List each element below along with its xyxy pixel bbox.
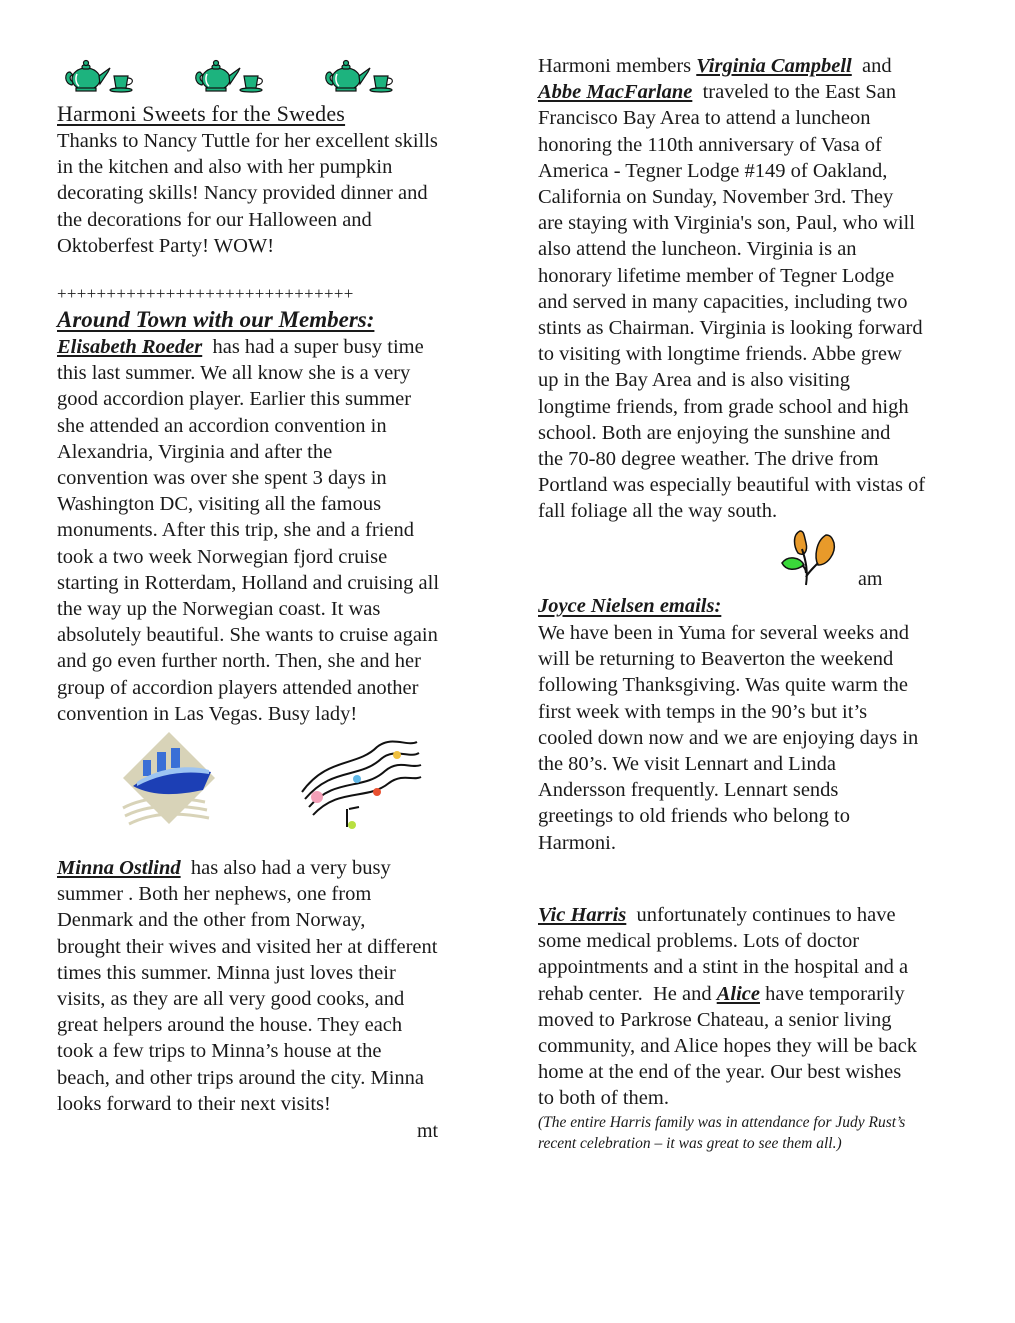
member-name-minna: Minna Ostlind	[57, 857, 181, 879]
text-fragment: and	[851, 55, 892, 77]
note-line: recent celebration – it was great to see them all.)	[538, 1134, 842, 1152]
text-fragment: has had a super busy time	[202, 336, 424, 358]
teapot-cup-icon	[324, 54, 404, 94]
text-line: home at the end of the year. Our best wishes	[538, 1061, 902, 1084]
music-notes-icon	[297, 737, 422, 832]
text-fragment: unfortunately continues to have	[626, 904, 896, 926]
text-line: following Thanksgiving. Was quite warm the	[538, 674, 908, 697]
member-name-abbe: Abbe MacFarlane	[538, 81, 693, 104]
text-line: the 80’s. We visit Lennart and Linda	[538, 753, 837, 776]
text-fragment: rehab center. He and	[538, 982, 717, 1005]
text-line	[538, 79, 925, 105]
text-line: brought their wives and visited her at different	[57, 935, 438, 958]
text-line: Denmark and the other from Norway,	[57, 909, 366, 932]
vic-section	[538, 902, 917, 1154]
text-line: to both of them.	[538, 1087, 669, 1110]
sweets-heading: Harmoni Sweets for the Swedes	[57, 101, 346, 126]
text-line: good accordion player. Earlier this summer	[57, 388, 412, 411]
text-line: to visiting with longtime friends. Abbe grew	[538, 343, 902, 366]
text-line: honoring the 110th anniversary of Vasa of	[538, 133, 882, 156]
text-line: America - Tegner Lodge #149 of Oakland,	[538, 159, 888, 182]
text-line: appointments and a stint in the hospital and a	[538, 956, 909, 979]
text-line: school. Both are enjoying the sunshine and	[538, 421, 891, 444]
text-line: greetings to old friends who belong to	[538, 805, 851, 828]
text-line: fall foliage all the way south.	[538, 500, 778, 523]
text-line	[538, 981, 917, 1007]
text-line: decorating skills! Nancy provided dinner and	[57, 182, 428, 205]
text-line: Washington DC, visiting all the famous	[57, 493, 382, 516]
text-line: convention in Las Vegas. Busy lady!	[57, 702, 358, 725]
around-town-heading: Around Town with our Members:	[57, 307, 375, 332]
joyce-heading: Joyce Nielsen emails:	[538, 595, 722, 617]
teapot-decoration-row	[64, 54, 404, 94]
text-line: and go even further north. Then, she and her	[57, 650, 421, 673]
text-fragment: Harmoni members	[538, 55, 697, 77]
text-line: Francisco Bay Area to attend a luncheon	[538, 107, 871, 130]
text-line: group of accordion players attended another	[57, 676, 419, 699]
sweets-section	[57, 100, 438, 259]
text-line: will be returning to Beaverton the weekend	[538, 648, 894, 671]
text-line: Harmoni.	[538, 831, 616, 854]
text-line: are staying with Virginia's son, Paul, who will	[538, 212, 915, 235]
vasa-section	[538, 53, 925, 525]
member-name-vic: Vic Harris	[538, 904, 627, 926]
text-line: community, and Alice hopes they will be back	[538, 1035, 917, 1058]
teapot-cup-icon	[64, 54, 144, 94]
signature-mt: mt	[417, 1120, 439, 1142]
text-line: visits, as they are all very good cooks, and	[57, 988, 405, 1011]
text-line: summer . Both her nephews, one from	[57, 883, 372, 906]
text-line: the way up the Norwegian coast. It was	[57, 598, 381, 621]
text-line: took a two week Norwegian fjord cruise	[57, 545, 388, 568]
text-line: she attended an accordion convention in	[57, 414, 387, 437]
text-line: Thanks to Nancy Tuttle for her excellent skills	[57, 130, 438, 152]
text-line: and served in many capacities, including two	[538, 290, 908, 313]
text-line: monuments. After this trip, she and a friend	[57, 519, 414, 542]
text-line: first week with temps in the 90’s but it’s	[538, 700, 868, 723]
text-line	[538, 902, 917, 928]
text-line: convention was over she spent 3 days in	[57, 467, 387, 490]
text-line	[538, 53, 925, 79]
text-line: also attend the luncheon. Virginia is an	[538, 238, 857, 261]
sweets-body	[57, 128, 438, 259]
text-line: starting in Rotterdam, Holland and cruising all	[57, 571, 440, 594]
text-line: absolutely beautiful. She wants to cruise again	[57, 624, 438, 647]
text-line: this last summer. We all know she is a very	[57, 362, 411, 385]
minna-section	[57, 855, 437, 1117]
text-line: Alexandria, Virginia and after the	[57, 440, 333, 463]
text-line: moved to Parkrose Chateau, a senior living	[538, 1008, 892, 1031]
text-fragment: has also had a very busy	[180, 857, 391, 879]
cruise-ship-icon	[115, 730, 223, 830]
text-line: We have been in Yuma for several weeks and	[538, 622, 909, 644]
text-line: California on Sunday, November 3rd. They	[538, 186, 894, 209]
separator-line: ++++++++++++++++++++++++++++++	[57, 284, 354, 303]
text-line: in the kitchen and also with her pumpkin	[57, 156, 393, 179]
text-line: Oktoberfest Party! WOW!	[57, 234, 275, 257]
text-line: times this summer. Minna just loves their	[57, 961, 396, 984]
text-line: cooled down now and we are enjoying days in	[538, 726, 919, 749]
text-line: the 70-80 degree weather. The drive from	[538, 448, 879, 471]
text-line: great helpers around the house. They each	[57, 1014, 403, 1037]
text-line: beach, and other trips around the city. Minna	[57, 1066, 424, 1089]
text-line	[57, 855, 437, 881]
text-line: looks forward to their next visits!	[57, 1092, 331, 1115]
around-town-section	[57, 306, 439, 727]
text-line: some medical problems. Lots of doctor	[538, 930, 860, 953]
autumn-leaves-icon	[778, 527, 844, 587]
teapot-cup-icon	[194, 54, 274, 94]
text-line: Portland was especially beautiful with vistas of	[538, 474, 926, 497]
text-fragment: have temporarily	[759, 982, 905, 1005]
text-line: longtime friends, from grade school and high	[538, 395, 909, 418]
member-name-alice: Alice	[716, 982, 760, 1005]
text-line: Andersson frequently. Lennart sends	[538, 779, 839, 802]
text-line: the decorations for our Halloween and	[57, 208, 372, 231]
text-line: honorary lifetime member of Tegner Lodge	[538, 264, 895, 287]
note-line: (The entire Harris family was in attendance for Judy Rust’s	[538, 1113, 906, 1131]
joyce-section	[538, 592, 918, 856]
text-line: up in the Bay Area and is also visiting	[538, 369, 851, 392]
text-line	[57, 334, 439, 360]
signature-am: am	[858, 568, 883, 590]
text-line: took a few trips to Minna’s house at the	[57, 1040, 382, 1063]
member-name-virginia: Virginia Campbell	[696, 55, 852, 77]
member-name-elisabeth: Elisabeth Roeder	[57, 336, 203, 358]
text-fragment: traveled to the East San	[692, 81, 897, 104]
text-line: stints as Chairman. Virginia is looking forward	[538, 317, 923, 340]
